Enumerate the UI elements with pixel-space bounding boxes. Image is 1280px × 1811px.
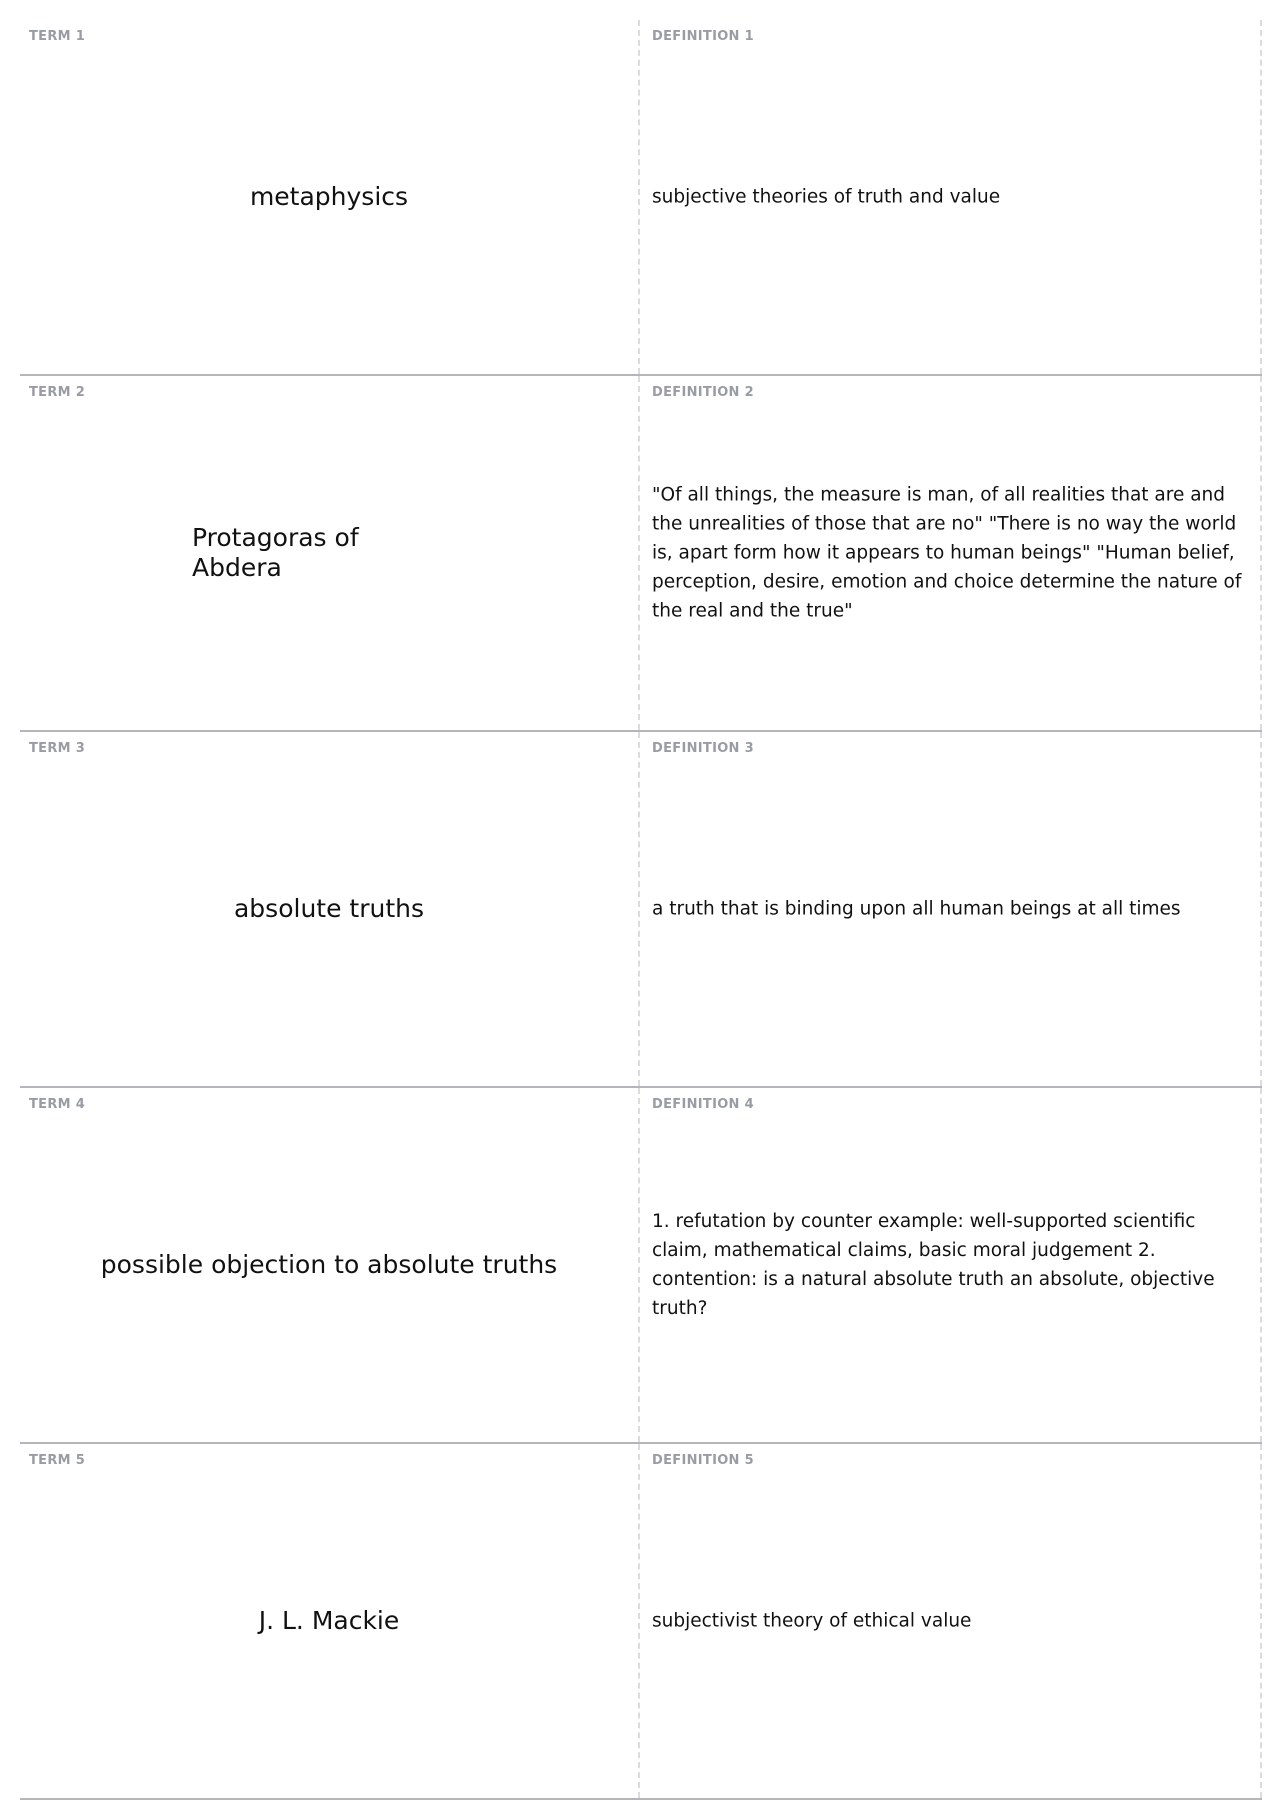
definition-text: "Of all things, the measure is man, of all realities that are and the unrealities of those that are no" "There is no way the world is, apart form how it appears to human beings" "Human belief, perception, desire, emotion and choice determine the nature of the real and the true" [652,484,1242,622]
definition-label: DEFINITION 4 [652,1097,754,1112]
term-label: TERM 3 [29,741,86,756]
definition-label: DEFINITION 2 [652,385,754,400]
definition-cell [640,376,1262,730]
card-row [20,376,1262,732]
definition-label: DEFINITION 1 [652,29,754,44]
definition-cell [640,20,1262,374]
term-cell [20,1444,640,1798]
definition-text: subjectivist theory of ethical value [652,1610,972,1632]
card-row [20,732,1262,1088]
term-text: Protagoras of Abdera [192,523,359,582]
card-row [20,1088,1262,1444]
definition-cell [640,1444,1262,1798]
term-text: J. L. Mackie [258,1606,400,1635]
term-cell [20,376,640,730]
definition-text: 1. refutation by counter example: well-supported scientific claim, mathematical claims, basic moral judgement 2. contention: is a natural absolute truth an absolute, objective truth? [652,1211,1215,1319]
term-cell [20,1088,640,1442]
definition-text: a truth that is binding upon all human beings at all times [652,898,1181,920]
term-label: TERM 5 [29,1453,86,1468]
term-label: TERM 4 [29,1097,86,1112]
term-label: TERM 1 [29,29,86,44]
definition-label: DEFINITION 5 [652,1453,754,1468]
card-row [20,20,1262,376]
term-text: possible objection to absolute truths [100,1250,558,1279]
term-text: metaphysics [249,182,409,211]
definition-text: subjective theories of truth and value [652,186,1001,208]
term-cell [20,732,640,1086]
term-label: TERM 2 [29,385,86,400]
definition-cell [640,1088,1262,1442]
definition-label: DEFINITION 3 [652,741,754,756]
definition-cell [640,732,1262,1086]
card-row [20,1444,1262,1800]
flashcard-sheet [20,20,1262,1800]
term-text: absolute truths [233,894,425,923]
term-cell [20,20,640,374]
